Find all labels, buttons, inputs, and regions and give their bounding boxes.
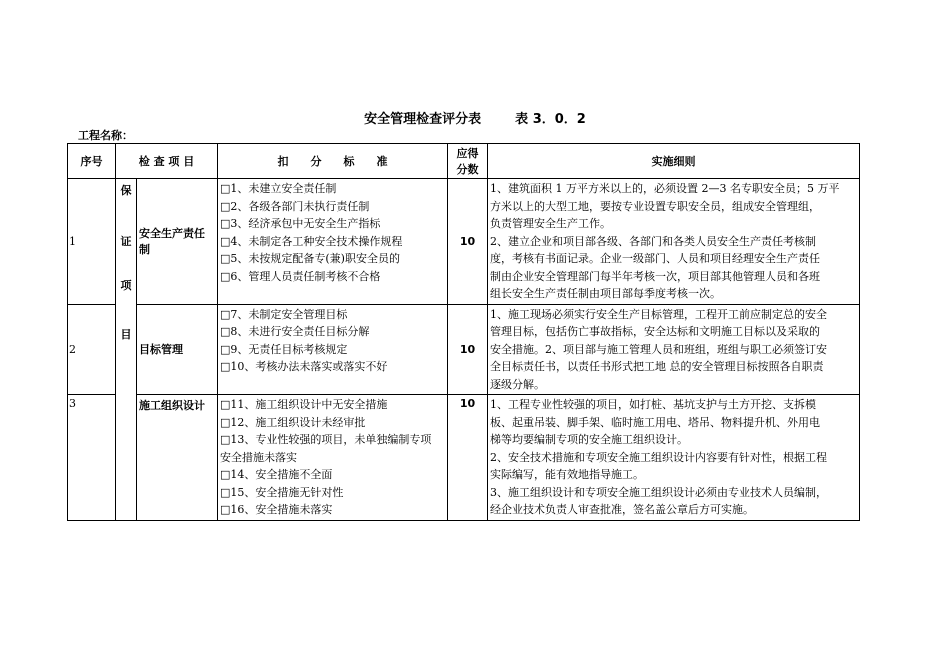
deduction-item: □14、安全措施不全面 (220, 468, 333, 481)
deduction-list (218, 179, 448, 305)
table-row (68, 179, 860, 305)
detail-line: 1、工程专业性较强的项目，如打桩、基坑支护与土方开挖、支拆模 (490, 398, 816, 411)
deduction-item: □13、专业性较强的项目，未单独编制专项 (220, 433, 432, 446)
detail-line: 制由企业安全管理部门每半年考核一次，项目部其他管理人员和各班 (490, 269, 820, 283)
deduction-item: □6、管理人员责任制考核不合格 (220, 269, 381, 283)
deduction-list (218, 395, 448, 521)
header-detail: 实施细则 (488, 144, 860, 179)
table-row (68, 395, 860, 521)
form-title-line (0, 108, 950, 127)
detail-line: 3、施工组织设计和专项安全施工组织设计必须由专业技术人员编制， (490, 485, 827, 499)
deduction-item: □10、考核办法未落实或落实不好 (220, 360, 388, 373)
header-score (448, 144, 488, 179)
row-number: 1 (68, 179, 116, 305)
deduction-item: □4、未制定各工种安全技术操作规程 (220, 234, 403, 248)
header-score-line2: 分数 (456, 163, 479, 176)
deduction-item: □16、安全措施未落实 (220, 503, 333, 516)
detail-line: 组长安全生产责任制由项目部每季度考核一次。 (490, 287, 721, 300)
group-char: 证 (120, 235, 132, 248)
deduction-item: □3、经济承包中无安全生产指标 (220, 217, 381, 230)
group-char: 项 (120, 279, 132, 292)
detail-line: 实际编写，能有效地指导施工。 (490, 468, 644, 481)
detail-line: 全目标责任书，以责任书形式把工地 总的安全管理目标按照各自职责 (490, 360, 824, 373)
category-line: 施工组织设计 (139, 399, 205, 412)
category-cell (137, 179, 218, 305)
deduction-item: □12、施工组织设计未经审批 (220, 415, 366, 429)
detail-line: 逐级分解。 (490, 377, 545, 391)
detail-cell (488, 395, 860, 521)
score-cell: 10 (448, 395, 488, 521)
detail-line: 经企业技术负责人审查批准，签名盖公章后方可实施。 (490, 503, 754, 516)
project-name-label: 工程名称： (78, 129, 133, 142)
category-line: 制 (139, 243, 150, 257)
deduction-item: 安全措施未落实 (220, 450, 297, 464)
category-line: 安全生产责任 (139, 227, 205, 241)
category-line: 目标管理 (139, 343, 183, 357)
deduction-item: □2、各级各部门未执行责任制 (220, 199, 370, 213)
category-cell (137, 395, 218, 521)
row-number: 2 (68, 304, 116, 395)
deduction-item: □15、安全措施无针对性 (220, 485, 344, 499)
detail-cell (488, 179, 860, 305)
detail-line: 方米以上的大型工地，要按专业设置专职安全员，组成安全管理组， (490, 199, 820, 213)
detail-line: 板、起重吊装、脚手架、临时施工用电、塔吊、物料提升机、外用电 (490, 415, 820, 429)
inspection-table (67, 143, 860, 521)
header-row (68, 144, 860, 179)
detail-line: 度，考核有书面记录。企业一级部门、人员和项目经理安全生产责任 (490, 252, 820, 265)
deduction-item: □8、未进行安全责任目标分解 (220, 325, 370, 338)
group-label (116, 179, 137, 521)
header-seq: 序号 (68, 144, 116, 179)
deduction-list (218, 304, 448, 395)
detail-line: 2、安全技术措施和专项安全施工组织设计内容要有针对性，根据工程 (490, 450, 827, 464)
deduction-item: □5、未按规定配备专(兼)职安全员的 (220, 252, 400, 265)
form-title: 安全管理检查评分表 (364, 112, 482, 127)
detail-line: 安全措施。2、项目部与施工管理人员和班组，班组与职工必须签订安 (490, 342, 827, 356)
detail-line: 负责管理安全生产工作。 (490, 217, 611, 230)
deduction-item: □1、未建立安全责任制 (220, 182, 337, 195)
table-number: 表 3．0．2 (515, 112, 586, 127)
header-score-line1: 应得 (456, 147, 479, 160)
detail-line: 1、施工现场必须实行安全生产目标管理，工程开工前应制定总的安全 (490, 307, 827, 321)
header-item: 检 查 项 目 (116, 144, 218, 179)
deduction-item: □7、未制定安全管理目标 (220, 307, 348, 321)
group-char: 目 (120, 328, 132, 341)
deduction-item: □9、无责任目标考核规定 (220, 342, 348, 356)
group-char: 保 (120, 184, 132, 197)
category-cell (137, 304, 218, 395)
table-row (68, 304, 860, 395)
detail-line: 梯等均要编制专项的安全施工组织设计。 (490, 433, 688, 446)
detail-line: 2、建立企业和项目部各级、各部门和各类人员安全生产责任考核制 (490, 234, 816, 248)
row-number: 3 (68, 395, 116, 521)
header-deduct: 扣 分 标 准 (218, 144, 448, 179)
deduction-item: □11、施工组织设计中无安全措施 (220, 398, 388, 411)
score-cell: 10 (448, 304, 488, 395)
detail-line: 管理目标，包括伤亡事故指标，安全达标和文明施工目标以及采取的 (490, 325, 820, 338)
detail-cell (488, 304, 860, 395)
detail-line: 1、建筑面积 1 万平方米以上的，必须设置 2—3 名专职安全员；5 万平 (490, 182, 840, 195)
score-cell: 10 (448, 179, 488, 305)
